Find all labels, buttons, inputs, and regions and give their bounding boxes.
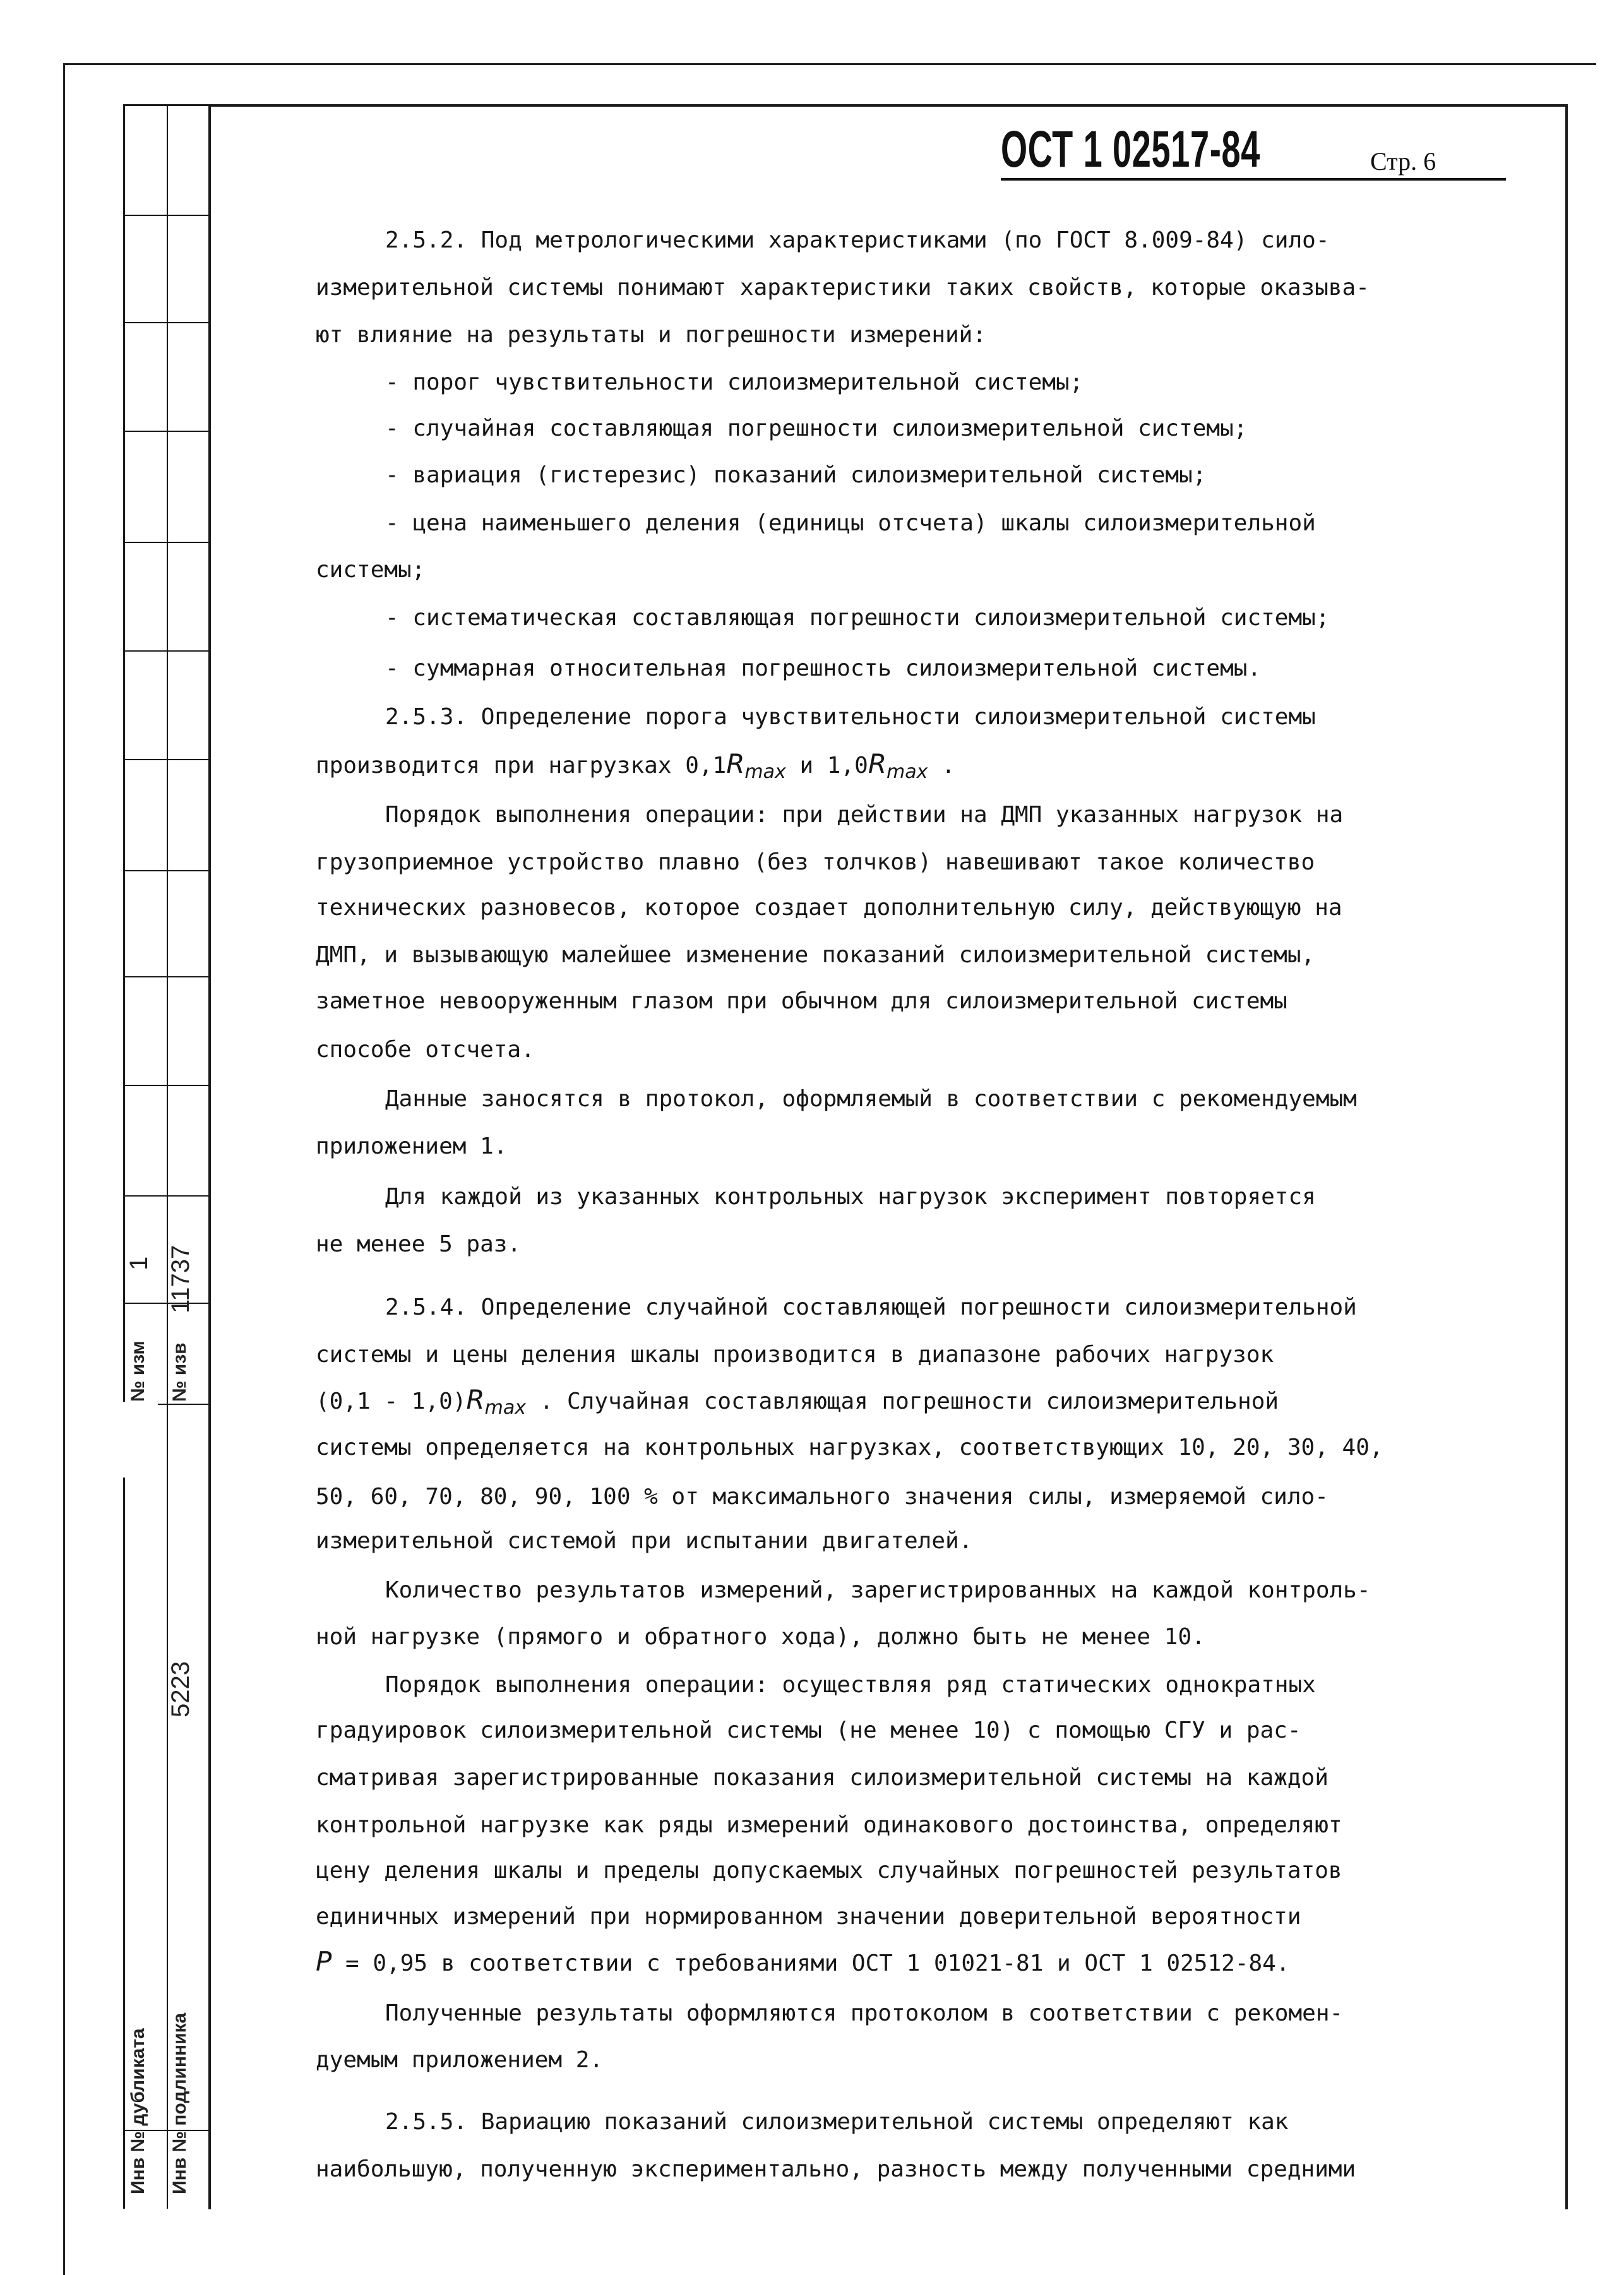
margin-cell-divider — [125, 976, 210, 977]
margin-cell-divider — [125, 650, 210, 652]
inv-original-number: 5223 — [167, 1661, 194, 1717]
izv-value: 11737 — [167, 1245, 194, 1313]
text-line: ной нагрузке (прямого и обратного хода), должно быть не менее 10. — [316, 1624, 1205, 1650]
formula-text: . Случайная составляющая погрешности силоизмерительной — [525, 1388, 1279, 1414]
text-line: измерительной системой при испытании двигателей. — [316, 1528, 973, 1554]
formula-line — [316, 1384, 1279, 1419]
text-line: ДМП, и вызывающую малейшее изменение показаний силоизмерительной системы, — [316, 942, 1315, 968]
list-item: - цена наименьшего деления (единицы отсчета) шкалы силоизмерительной — [385, 510, 1316, 536]
margin-cell-divider — [125, 759, 210, 760]
text-line: измерительной системы понимают характеристики таких свойств, которые оказыва- — [316, 275, 1370, 301]
text-line: Полученные результаты оформляются протоколом в соответствии с рекомен- — [385, 2000, 1344, 2026]
text-line: контрольной нагрузке как ряды измерений одинакового достоинства, определяют — [316, 1812, 1342, 1838]
formula-text: и 1,0 — [785, 753, 868, 779]
inv-original-label: Инв № подлинника — [169, 2012, 190, 2194]
formula-text: . — [928, 753, 955, 779]
text-line: 2.5.3. Определение порога чувствительности силоизмерительной системы — [385, 704, 1316, 730]
izm-value: 1 — [125, 1256, 153, 1270]
text-line: заметное невооруженным глазом при обычном для силоизмерительной системы — [316, 988, 1287, 1014]
text-line: 2.5.5. Вариацию показаний силоизмерительной системы определяют как — [385, 2109, 1289, 2135]
text-line: сматривая зарегистрированные показания силоизмерительной системы на каждой — [316, 1765, 1328, 1791]
formula-symbol: P — [316, 1946, 332, 1977]
margin-cell-divider — [125, 322, 210, 323]
formula-line — [316, 748, 955, 783]
margin-cell-divider — [125, 1085, 210, 1086]
text-line: способе отсчета. — [316, 1037, 535, 1063]
text-line: 50, 60, 70, 80, 90, 100 % от максимального значения силы, измеряемой сило- — [316, 1484, 1328, 1510]
text-line: Количество результатов измерений, зарегистрированных на каждой контроль- — [385, 1577, 1371, 1603]
list-item: - случайная составляющая погрешности силоизмерительной системы; — [385, 415, 1248, 441]
formula-symbol: R — [868, 748, 887, 779]
izv-label: № изв — [169, 1342, 190, 1402]
list-item: - вариация (гистерезис) показаний силоизмерительной системы; — [385, 462, 1207, 488]
text-line: системы определяется на контрольных нагрузках, соответствующих 10, 20, 30, 40, — [316, 1435, 1383, 1460]
margin-stamp-column — [123, 104, 210, 2209]
formula-subscript: max — [484, 1397, 526, 1419]
formula-line — [316, 1946, 1290, 1977]
text-line: единичных измерений при нормированном значении доверительной вероятности — [316, 1904, 1301, 1930]
text-line: системы и цены деления шкалы производится в диапазоне рабочих нагрузок — [316, 1342, 1274, 1368]
page-number: Стр. 6 — [1370, 147, 1436, 176]
margin-cell-divider — [125, 431, 210, 432]
formula-text: = 0,95 в соответствии с требованиями ОСТ 1 01021-81 и ОСТ 1 02512-84. — [331, 1950, 1290, 1976]
margin-cell-divider — [125, 542, 210, 543]
formula-text: (0,1 - 1,0) — [316, 1388, 467, 1414]
text-line: Для каждой из указанных контрольных нагрузок эксперимент повторяется — [385, 1184, 1316, 1210]
formula-symbol: R — [726, 748, 745, 779]
formula-symbol: R — [466, 1384, 485, 1415]
text-line: Порядок выполнения операции: осуществляя ряд статических однократных — [385, 1672, 1316, 1698]
margin-cell-divider — [125, 215, 210, 216]
text-line: наибольшую, полученную экспериментально, разность между полученными средними — [316, 2156, 1356, 2182]
text-line: Данные заносятся в протокол, оформляемый в соответствии с рекомендуемым — [385, 1086, 1357, 1112]
text-line: 2.5.2. Под метрологическими характеристиками (по ГОСТ 8.009-84) сило- — [385, 227, 1330, 253]
formula-text: производится при нагрузках 0,1 — [316, 753, 727, 779]
list-item: - систематическая составляющая погрешности силоизмерительной системы; — [385, 605, 1330, 631]
text-line: системы; — [316, 557, 426, 583]
margin-cell-divider — [125, 870, 210, 871]
text-line: 2.5.4. Определение случайной составляющей погрешности силоизмерительной — [385, 1294, 1357, 1320]
margin-cell-divider — [125, 1195, 210, 1197]
text-line: цену деления шкалы и пределы допускаемых случайных погрешностей результатов — [316, 1858, 1342, 1884]
document-code: ОСТ 1 02517-84 — [1001, 121, 1261, 178]
formula-subscript: max — [744, 761, 786, 784]
page-header — [1001, 120, 1394, 179]
text-line: Порядок выполнения операции: при действии на ДМП указанных нагрузок на — [385, 802, 1344, 828]
list-item: - суммарная относительная погрешность силоизмерительной системы. — [385, 655, 1262, 681]
text-line: грузоприемное устройство плавно (без толчков) навешивают такое количество — [316, 849, 1315, 875]
text-line: не менее 5 раз. — [316, 1231, 522, 1257]
text-line: ют влияние на результаты и погрешности измерений: — [316, 322, 987, 348]
inv-duplicate-label: Инв № дубликата — [128, 2028, 148, 2194]
margin-gap — [88, 1402, 158, 1478]
text-line: технических разновесов, которое создает дополнительную силу, действующую на — [316, 895, 1342, 921]
header-underline — [1001, 178, 1506, 181]
text-line: приложением 1. — [316, 1133, 508, 1159]
list-item: - порог чувствительности силоизмерительной системы; — [385, 369, 1084, 395]
margin-column-divider — [167, 106, 168, 2209]
text-line: дуемым приложением 2. — [316, 2047, 604, 2073]
izm-label: № изм — [128, 1341, 148, 1402]
formula-subscript: max — [887, 761, 928, 784]
text-line: градуировок силоизмерительной системы (не менее 10) с помощью СГУ и рас- — [316, 1717, 1301, 1743]
